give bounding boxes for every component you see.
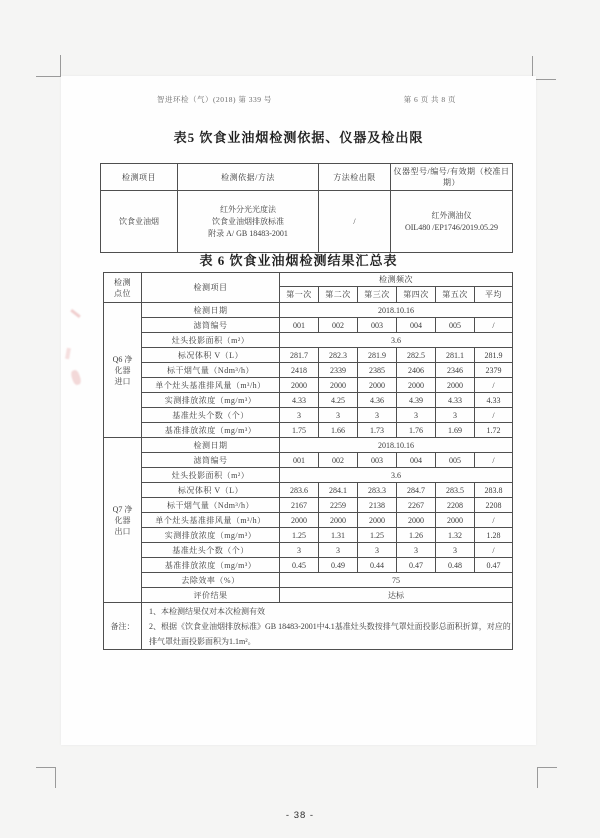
page-indicator: 第 6 页 共 8 页 [403,95,456,104]
value-cell: 002 [319,453,358,468]
value-cell: 2000 [436,513,475,528]
value-cell: 003 [358,453,397,468]
crop-mark-bottom-left [36,767,56,768]
report-number: 智进环检（气）(2018) 第 339 号 [157,95,272,104]
evaluation-value: 达标 [280,588,513,603]
value-cell: 4.25 [319,393,358,408]
value-cell: 2000 [358,513,397,528]
table-row [104,318,513,333]
value-cell: 1.28 [475,528,513,543]
table-row [104,528,513,543]
value-cell: 3 [397,543,436,558]
table-row [104,393,513,408]
value-cell: 003 [358,318,397,333]
detection-limit-cell: / [319,191,391,253]
note-content [142,603,513,650]
instrument-line: 红外测油仪 [431,210,472,220]
value-cell: 0.47 [397,558,436,573]
table-row [104,378,513,393]
point-line: 出口 [114,526,131,536]
crop-mark-bottom-left [55,767,56,788]
value-cell: 2000 [358,378,397,393]
value-cell: 283.3 [358,483,397,498]
table-row [104,363,513,378]
row-label: 灶头投影面积（m²） [142,333,280,348]
value-cell: 4.39 [397,393,436,408]
value-cell: 4.33 [280,393,319,408]
table6-results-summary [103,272,513,650]
note-label: 备注： [104,603,142,650]
value-cell: 1.32 [436,528,475,543]
table-row [104,348,513,363]
stamp-mark [70,369,82,386]
value-cell: 3 [319,543,358,558]
table-row [104,438,513,453]
row-label: 检测日期 [142,303,280,318]
value-cell: 1.76 [397,423,436,438]
frequency-column-header: 第二次 [319,287,358,303]
value-cell: / [475,513,513,528]
item-cell: 饮食业油烟 [101,191,178,253]
value-cell: 3 [280,408,319,423]
frequency-column-header: 第五次 [436,287,475,303]
value-cell: / [475,378,513,393]
crop-mark-bottom-right [537,767,557,768]
q6-point-cell [104,303,142,438]
value-cell: 2208 [475,498,513,513]
table-row [104,573,513,588]
value-cell: 2000 [436,378,475,393]
row-label: 标况体积 V（L） [142,348,280,363]
table6-header-row [104,273,513,287]
row-label: 基准灶头个数（个） [142,543,280,558]
value-cell: 2000 [319,378,358,393]
value-cell: 3 [358,543,397,558]
value-cell: 0.47 [475,558,513,573]
value-cell: 283.6 [280,483,319,498]
value-cell: 2267 [397,498,436,513]
value-cell: / [475,318,513,333]
table-row [104,558,513,573]
crop-mark-bottom-right [537,767,538,788]
value-cell: 2000 [397,513,436,528]
value-cell: 281.9 [358,348,397,363]
instrument-cell [391,191,513,253]
crop-mark-top-left [36,76,61,77]
table-row [104,588,513,603]
value-cell: 1.75 [280,423,319,438]
point-line: 化器 [114,515,131,525]
value-cell: 0.49 [319,558,358,573]
row-label: 基准排放浓度（mg/m³） [142,558,280,573]
value-cell: 281.1 [436,348,475,363]
value-cell: 282.3 [319,348,358,363]
evaluation-label: 评价结果 [142,588,280,603]
value-cell: 3 [319,408,358,423]
point-column-header [104,273,142,303]
value-cell: 281.9 [475,348,513,363]
removal-efficiency-value: 75 [280,573,513,588]
row-label: 滤筒编号 [142,318,280,333]
removal-efficiency-label: 去除效率（%） [142,573,280,588]
value-cell: 2000 [280,378,319,393]
table5-title: 表5 饮食业油烟检测依据、仪器及检出限 [173,130,424,145]
frequency-column-header: 第四次 [397,287,436,303]
page-number: - 38 - [285,810,315,821]
value-cell: 4.33 [436,393,475,408]
value-cell: 2385 [358,363,397,378]
value-cell: 3 [436,408,475,423]
value-cell: 3 [358,408,397,423]
value-cell: 283.5 [436,483,475,498]
value-cell: 3 [397,408,436,423]
value-cell: / [475,453,513,468]
table6-title: 表 6 饮食业油烟检测结果汇总表 [199,253,398,268]
value-cell: 3.6 [280,468,513,483]
row-label: 检测日期 [142,438,280,453]
column-header: 检测项目 [101,164,178,191]
value-cell: 282.5 [397,348,436,363]
table-row [104,408,513,423]
value-cell: 3 [280,543,319,558]
value-cell: 005 [436,318,475,333]
row-label: 基准灶头个数（个） [142,408,280,423]
frequency-column-header: 第三次 [358,287,397,303]
method-line: 饮食业油烟排放标准 [212,216,284,226]
value-cell: 2000 [397,378,436,393]
row-label: 标况体积 V（L） [142,483,280,498]
header-line: 检测 [114,277,131,287]
document-page [61,76,536,745]
value-cell: 2000 [280,513,319,528]
value-cell: 3 [436,543,475,558]
value-cell: 1.31 [319,528,358,543]
table-row [104,333,513,348]
value-cell: 1.73 [358,423,397,438]
value-cell: 284.1 [319,483,358,498]
point-line: 进口 [114,376,131,386]
value-cell: 2208 [436,498,475,513]
column-header: 检测依据/方法 [178,164,319,191]
value-cell: 1.25 [358,528,397,543]
header-line: 点位 [114,288,131,298]
value-cell: 284.7 [397,483,436,498]
value-cell: 2418 [280,363,319,378]
value-cell: 004 [397,318,436,333]
row-label: 滤筒编号 [142,453,280,468]
method-line: 红外分光光度法 [220,204,276,214]
value-cell: 2406 [397,363,436,378]
value-cell: 2339 [319,363,358,378]
row-label: 单个灶头基准排风量（m³/h） [142,378,280,393]
value-cell: 2167 [280,498,319,513]
item-column-header: 检测项目 [142,273,280,303]
value-cell: 2346 [436,363,475,378]
table-row [104,498,513,513]
row-label: 标干烟气量（Ndm³/h） [142,498,280,513]
point-line: Q7 净 [112,504,133,514]
table-row [104,303,513,318]
value-cell: 4.33 [475,393,513,408]
table5-header-row [101,164,513,191]
row-label: 实测排放浓度（mg/m³） [142,393,280,408]
column-header: 方法检出限 [319,164,391,191]
value-cell: 0.48 [436,558,475,573]
value-cell: 2000 [319,513,358,528]
value-cell: 1.25 [280,528,319,543]
table5-data-row [101,191,513,253]
value-cell: 002 [319,318,358,333]
value-cell: 1.72 [475,423,513,438]
column-header: 仪器型号/编号/有效期（校准日期） [391,164,513,191]
point-line: Q6 净 [112,354,133,364]
row-label: 单个灶头基准排风量（m³/h） [142,513,280,528]
note-line: 排气罩灶面投影面积为1.1m²。 [149,636,256,646]
value-cell: 2018.10.16 [280,438,513,453]
table-row [104,423,513,438]
value-cell: 4.36 [358,393,397,408]
crop-mark-top-left [60,55,61,77]
method-line: 附录 A/ GB 18483-2001 [208,228,288,238]
note-row [104,603,513,650]
row-label: 实测排放浓度（mg/m³） [142,528,280,543]
frequency-column-header: 平均 [475,287,513,303]
table-row [104,543,513,558]
row-label: 灶头投影面积（m²） [142,468,280,483]
value-cell: 0.45 [280,558,319,573]
value-cell: 005 [436,453,475,468]
table-row [104,513,513,528]
value-cell: 1.69 [436,423,475,438]
value-cell: 1.26 [397,528,436,543]
value-cell: 283.8 [475,483,513,498]
value-cell: 001 [280,318,319,333]
stamp-mark [70,309,81,318]
value-cell: 0.44 [358,558,397,573]
method-cell [178,191,319,253]
frequency-header: 检测频次 [280,273,513,287]
row-label: 标干烟气量（Ndm³/h） [142,363,280,378]
value-cell: 1.66 [319,423,358,438]
row-label: 基准排放浓度（mg/m³） [142,423,280,438]
stamp-mark [65,348,71,360]
value-cell: 281.7 [280,348,319,363]
table-row [104,483,513,498]
value-cell: 004 [397,453,436,468]
value-cell: / [475,543,513,558]
frequency-column-header: 第一次 [280,287,319,303]
value-cell: / [475,408,513,423]
instrument-line: OIL480 /EP1746/2019.05.29 [404,222,499,232]
point-line: 化器 [114,365,131,375]
table-row [104,453,513,468]
value-cell: 3.6 [280,333,513,348]
value-cell: 2138 [358,498,397,513]
table5-basis-instruments [100,163,513,253]
q7-point-cell [104,438,142,603]
value-cell: 2018.10.16 [280,303,513,318]
note-line: 1、本检测结果仅对本次检测有效 [149,606,265,616]
note-line: 2、根据《饮食业油烟排放标准》GB 18483-2001中4.1基准灶头数按排气罩灶面投影总面积折算，对应的 [149,621,511,631]
value-cell: 2379 [475,363,513,378]
value-cell: 001 [280,453,319,468]
value-cell: 2259 [319,498,358,513]
table-row [104,468,513,483]
